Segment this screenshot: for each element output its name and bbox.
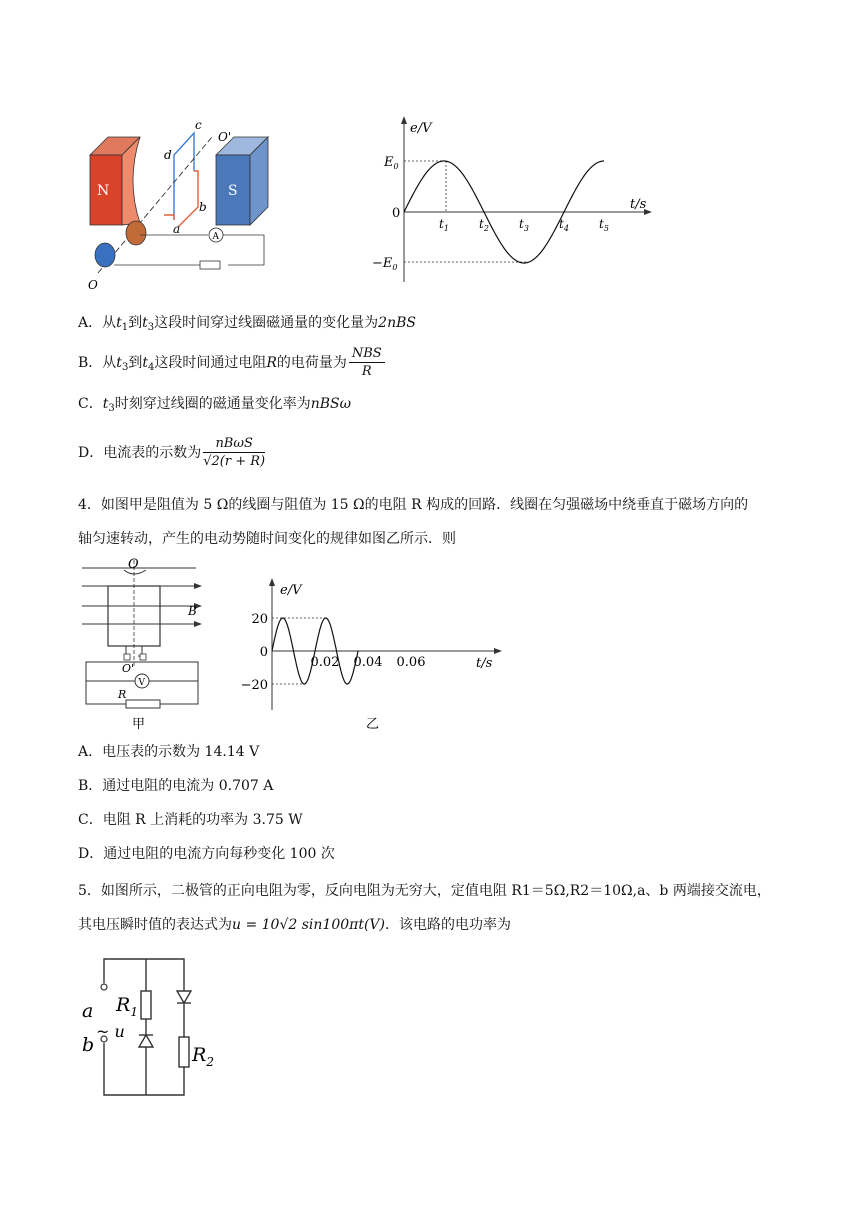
circuit-label-u: ~ u [96,1022,125,1041]
circuit-label-a: a [82,1000,94,1022]
jia-label-r: R [118,688,127,701]
q5-circuit-figure [78,955,228,1105]
q4-option-a: A．电压表的示数为 14.14 V [78,744,260,760]
label-o-prime: O' [218,130,232,144]
chart1-tick-t1: $t_1$ [439,217,449,233]
chart1-neg-e0: −E [372,256,393,271]
chart2-xtick: 0.06 [396,655,426,670]
label-d: d [164,148,172,162]
q3-option-b: B．从$t_3$到$t_4$这段时间通过电阻R的电荷量为 $\frac{\text{NBS}}{R}$ [78,345,385,386]
chart2-ytick: 20 [251,612,268,627]
q5-stem: 5．如图所示，二极管的正向电阻为零，反向电阻为无穷大，定值电阻 R1＝5Ω,R2＝10Ω,a、b 两端接交流电， 其电压瞬时值的表达式为u = 10√2 sin100πt(V)．该电路的电功率为 [78,883,771,933]
q5-formula: u = 10√2 sin100πt(V) [232,917,386,933]
label-o: O [88,278,98,292]
chart1-tick-t4: $t_4$ [559,217,569,233]
circuit-label-b: b [82,1034,95,1056]
chart1-tick-labels [439,217,609,233]
q4-stem: 4．如图甲是阻值为 5 Ω的线圈与阻值为 15 Ω的电阻 R 构成的回路．线圈在匀强磁场中绕垂直于磁场方向的 轴匀速转动，产生的电动势随时间变化的规律如图乙所示．则 [78,497,749,547]
q4-option-d: D．通过电阻的电流方向每秒变化 100 次 [78,846,335,862]
chart1-tick-t3: $t_3$ [519,217,529,233]
jia-label-o-prime: O' [122,662,135,675]
svg-text:R1 [115,994,138,1019]
ammeter-label: A [212,232,219,242]
label-a: a [173,222,181,236]
circuit-label-r1: R [116,994,131,1016]
label-c: c [195,118,202,132]
chart2-ylabel: e/V [280,583,302,598]
q4-figure-jia [78,558,208,733]
chart1-e0-sub: 0 [393,162,399,171]
chart2-xlabel: t/s [476,656,493,671]
chart1-neg-e0-sub: 0 [392,263,398,272]
q4-option-c: C．电阻 R 上消耗的功率为 3.75 W [78,812,303,828]
svg-text:−E0 [372,256,397,272]
figure-yi-caption: 乙 [366,717,380,732]
circuit-label-r2: R [192,1044,207,1066]
chart2-y-tick-labels [241,612,268,693]
q4-figure-yi-chart [228,572,508,732]
circuit-label-r1-sub: 1 [130,1005,138,1019]
chart1-e0: E [384,155,394,170]
q3-b-fraction: $\frac{\text{NBS}}{R}$ [349,346,385,381]
chart1-tick-t5: $t_5$ [599,217,609,233]
jia-label-o: O [128,558,139,572]
svg-text:R2 [191,1044,214,1069]
q4-option-b: B．通过电阻的电流为 0.707 A [78,778,274,794]
circuit-label-r2-sub: 2 [206,1055,214,1069]
chart2-ytick: 0 [259,645,268,660]
chart2-xtick: 0.04 [353,655,383,670]
figure-jia-caption: 甲 [132,717,146,732]
chart1-ylabel: e/V [410,121,432,136]
q3-d-fraction: $\frac{\text{nBωS}}{√2(r + R)}$ [203,435,266,469]
svg-text:E0 [383,155,399,171]
label-b: b [199,200,207,214]
chart1-origin: 0 [392,206,401,221]
q3-option-a: A．从$t_1$到$t_3$这段时间穿过线圈磁通量的变化量为2nBS [78,315,416,333]
jia-label-b: B [188,604,197,618]
chart1-xlabel: t/s [630,197,647,212]
chart2-xtick: 0.02 [310,655,340,670]
magnet-n-label: N [97,183,110,199]
voltmeter-label: V [138,678,145,688]
q3-option-c: C．$t_3$时刻穿过线圈的磁通量变化率为nBSω [78,396,352,414]
generator-figure [78,115,278,295]
chart2-x-tick-labels [311,655,426,670]
magnet-s-label: S [228,183,238,199]
chart1-tick-t2: $t_2$ [479,217,489,233]
chart2-ytick: −20 [240,678,268,693]
q3-option-d: D．电流表的示数为 $\frac{\text{nBωS}}{√2(r + R)}$ [78,435,266,469]
et-chart-1 [368,112,658,287]
